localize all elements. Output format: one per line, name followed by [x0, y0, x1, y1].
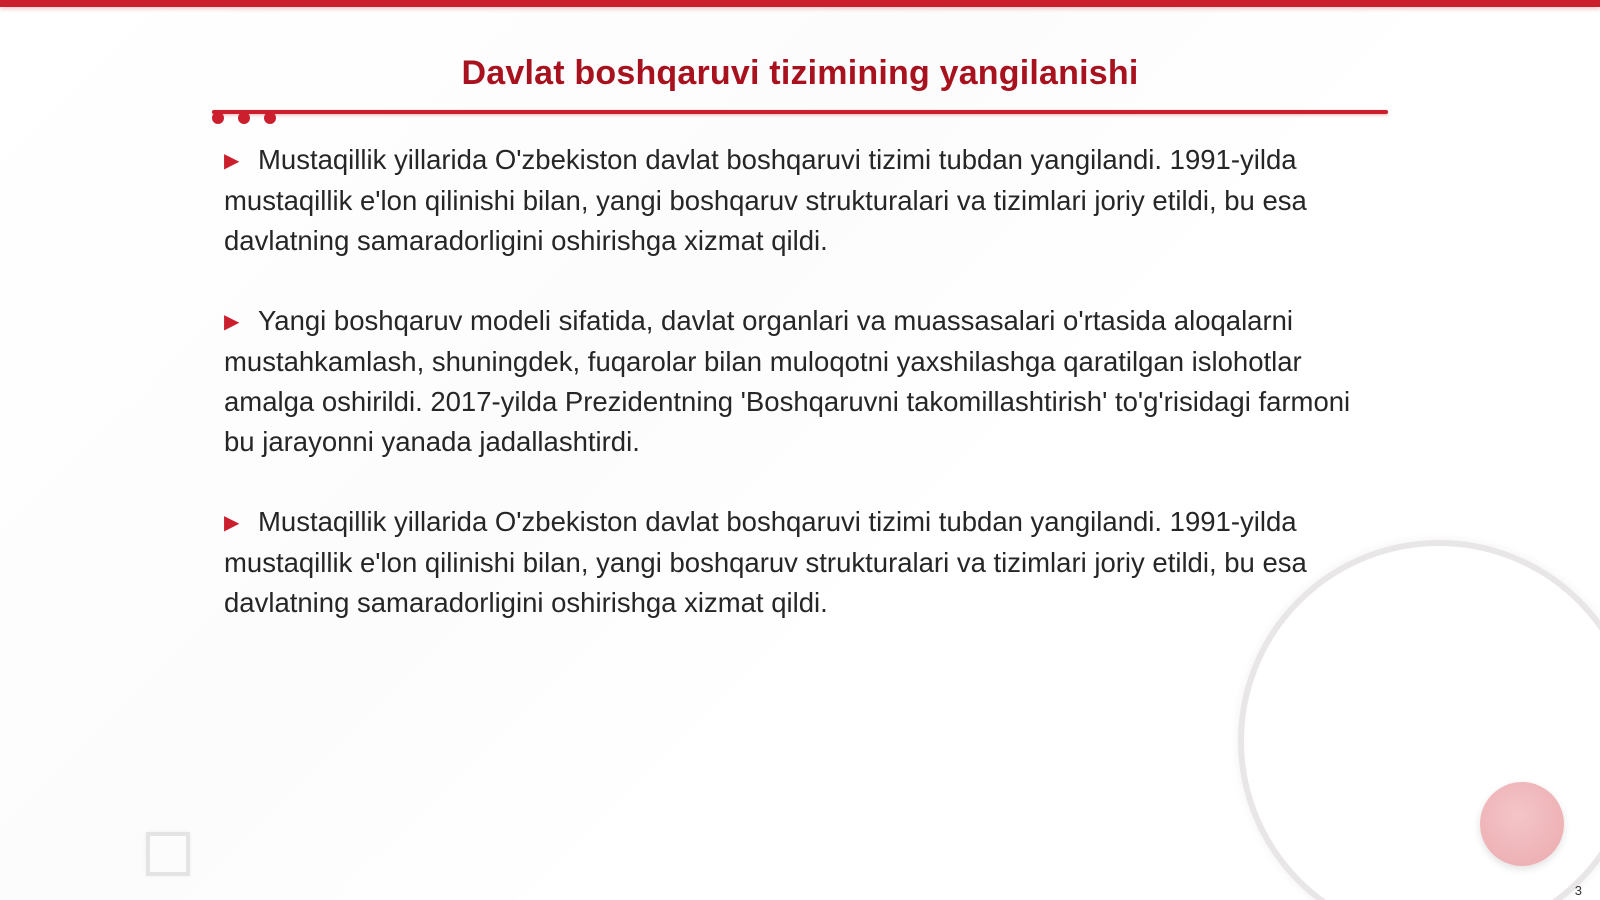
- triangle-bullet-icon: ▶: [224, 311, 240, 333]
- triangle-bullet-icon: ▶: [224, 512, 240, 534]
- slide-body: [224, 140, 1364, 663]
- rule-dot-3: [264, 112, 276, 124]
- slide-title: Davlat boshqaruvi tizimining yangilanishi: [461, 54, 1139, 92]
- paragraph-text-3: Mustaqillik yillarida O'zbekiston davlat boshqaruvi tizimi tubdan yangilandi. 1991-yilda mustaqillik e'lon qilinishi bilan, yangi boshqaruv strukturalari va tizimlari joriy etildi, bu esa davlatning samaradorligini oshirishga xizmat qildi.: [224, 506, 1307, 618]
- bullet-paragraph-1: [224, 140, 1364, 261]
- paragraph-text-2: Yangi boshqaruv modeli sifatida, davlat organlari va muassasalari o'rtasida aloqalarni mustahkamlash, shuningdek, fuqarolar bilan muloqotni yaxshilashga qaratilgan islohotlar amalga oshirildi. 2017-yilda Prezidentning 'Boshqaruvni takomillashtirish' to'g'risidagi farmoni bu jarayonni yanada jadallashtirdi.: [224, 305, 1351, 457]
- rule-dot-1: [212, 112, 224, 124]
- decorative-square: [146, 832, 190, 876]
- triangle-bullet-icon: ▶: [224, 150, 240, 172]
- bullet-paragraph-3: [224, 502, 1364, 623]
- top-accent-bar: [0, 0, 1600, 7]
- decorative-pink-circle: [1480, 782, 1564, 866]
- paragraph-text-1: Mustaqillik yillarida O'zbekiston davlat boshqaruvi tizimi tubdan yangilandi. 1991-yilda mustaqillik e'lon qilinishi bilan, yangi boshqaruv strukturalari va tizimlari joriy etildi, bu esa davlatning samaradorligini oshirishga xizmat qildi.: [224, 144, 1307, 256]
- page-number: 3: [1574, 883, 1582, 898]
- bullet-paragraph-2: [224, 301, 1364, 462]
- title-underline: [212, 110, 1388, 114]
- rule-dot-2: [238, 112, 250, 124]
